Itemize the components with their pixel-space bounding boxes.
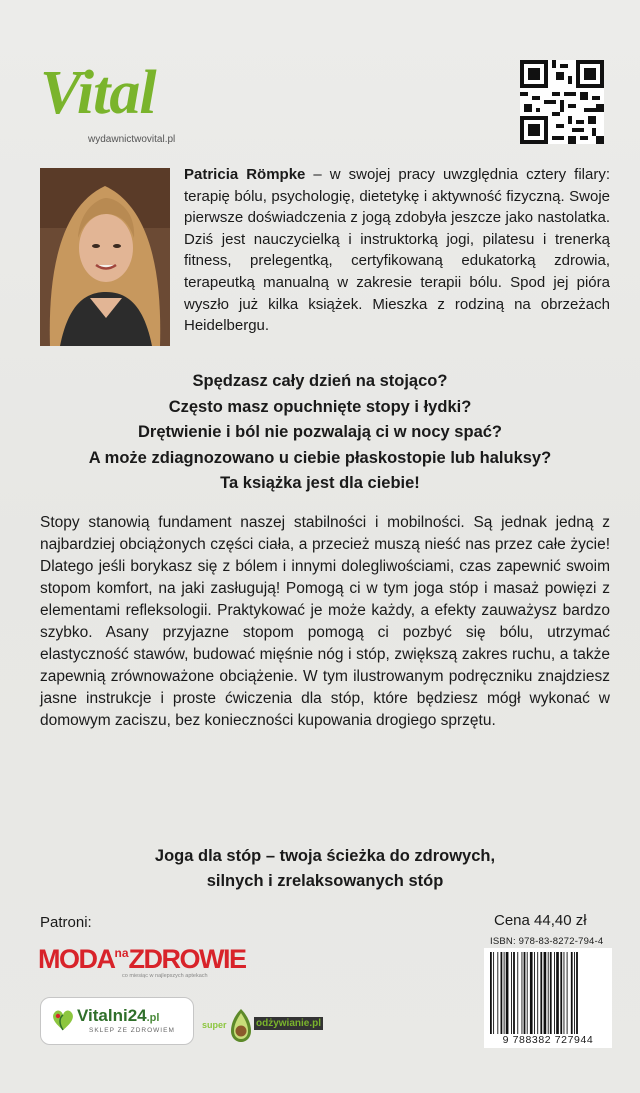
vitalni-part: Vitalni24: [77, 1006, 147, 1025]
heart-leaf-icon: [49, 1006, 77, 1034]
barcode-bar: [537, 952, 538, 1036]
patrons-label: Patroni:: [40, 914, 92, 931]
question-line: Często masz opuchnięte stopy i łydki?: [168, 397, 472, 416]
na-part: na: [114, 946, 129, 960]
barcode-bar: [511, 952, 512, 1036]
vitalni24-logo: [40, 997, 194, 1045]
barcode-digits: 9 788382 727944: [484, 1034, 612, 1046]
barcode-bar: [522, 952, 523, 1036]
author-name: Patricia Römpke: [184, 166, 306, 183]
super-word: super: [202, 1020, 227, 1030]
barcode-bar: [497, 952, 498, 1036]
book-description: Stopy stanowią fundament naszej stabilności i mobilności. Są jednak jedną z najbardziej obciążonych części ciała, a przecież muszą nieść nas przez całe życie! Dlatego jeśli borykasz się z bólem i innymi dolegliwościami, czas zapewnić swoim stopom komfort, na jaki zasługują! Pomogą ci w tym joga stóp i masaż powięzi z elementami refleksologii. Praktykować je może każdy, a efekty zauważysz bardzo szybko. Asany przyjazne stopom pomogą ci pozbyć się bólu, utrzymać elastyczność stawów, budować mięśnie nóg i stóp, zwiększą zakres ruchu, a także zapewnią zrównoważone obciążenie. W tym ilustrowanym podręczniku znajdziesz jasne instrukcje i proste ćwiczenia dla stóp, które będziesz mógł wykonać w domowym zaciszu, bez konieczności kupowania drogiego sprzętu.: [40, 514, 610, 729]
barcode-bar: [530, 952, 533, 1036]
avocado-icon: [228, 1007, 254, 1043]
vitalni-pl-part: .pl: [146, 1012, 160, 1024]
barcode-bar: [524, 952, 526, 1036]
barcode-bar: [506, 952, 509, 1036]
vital-logo: [40, 59, 220, 145]
barcode-bar: [504, 952, 505, 1036]
vitalni24-word: [77, 1006, 159, 1026]
isbn: ISBN: 978-83-8272-794-4: [490, 936, 604, 947]
barcode-bar: [513, 952, 515, 1036]
barcode-bar: [560, 952, 562, 1036]
barcode-bar: [574, 952, 575, 1036]
barcode-bar: [548, 952, 549, 1036]
barcode-bar: [550, 952, 552, 1036]
author-bio: [184, 164, 610, 337]
publisher-url: wydawnictwovital.pl: [88, 134, 176, 145]
vital-logo-word: Vital: [40, 59, 156, 127]
barcode-bar: [576, 952, 578, 1036]
vitalni24-subtitle: SKLEP ZE ZDROWIEM: [89, 1027, 175, 1034]
moda-na-zdrowie-word: [38, 944, 246, 975]
barcode-bar: [490, 952, 492, 1036]
author-photo: [40, 168, 170, 346]
moda-part: MODA: [38, 944, 115, 974]
barcode-bar: [517, 952, 518, 1036]
barcode-bar: [564, 952, 565, 1036]
barcode-bar: [571, 952, 573, 1036]
barcode-bar: [544, 952, 547, 1036]
odzywianie-word: odżywianie.pl: [256, 1018, 322, 1029]
tagline-line: silnych i zrelaksowanych stóp: [206, 872, 444, 890]
superodzywianie-logo: [202, 1004, 352, 1044]
barcode-bar: [534, 952, 535, 1036]
barcode-bar: [554, 952, 555, 1036]
teaser-questions: [20, 369, 620, 497]
barcode-bar: [527, 952, 528, 1036]
question-line: A może zdiagnozowano u ciebie płaskostopie lub haluksy?: [88, 448, 552, 467]
barcode-bar: [567, 952, 568, 1036]
barcode-bar: [556, 952, 559, 1036]
zdrowie-part: ZDROWIE: [128, 944, 246, 974]
author-bio-text: – w swojej pracy uwzględnia cztery filary: terapię bólu, psychologię, dietetykę i aktywność fizyczną. Swoje pierwsze doświadczenia z jogą zdobyła jeszcze jako nastolatka. Dziś jest nauczycielką i instruktorką jogi, pilatesu i trenerką fitness, prelegentką, certyfikowaną edukatorką zdrowia, terapeutką manualną w zakresie terapii bólu. Spod jej pióra wyszło już kilka książek. Mieszka z rodziną na obrzeżach Heidelbergu.: [184, 166, 610, 335]
tagline: [40, 844, 610, 894]
barcode: [484, 948, 612, 1048]
question-line: Ta książka jest dla ciebie!: [220, 474, 420, 492]
qr-code: [520, 60, 604, 144]
question-line: Spędzasz cały dzień na stojąco?: [192, 372, 448, 390]
price: Cena 44,40 zł: [494, 912, 587, 929]
barcode-bar: [501, 952, 503, 1036]
question-line: Drętwienie i ból nie pozwalają ci w nocy spać?: [137, 423, 502, 441]
barcode-bar: [540, 952, 542, 1036]
barcode-bar: [493, 952, 494, 1036]
tagline-line: Joga dla stóp – twoja ścieżka do zdrowych,: [154, 847, 496, 865]
moda-na-zdrowie-logo: [38, 944, 246, 984]
moda-subtitle: co miesiąc w najlepszych aptekach: [122, 973, 208, 979]
